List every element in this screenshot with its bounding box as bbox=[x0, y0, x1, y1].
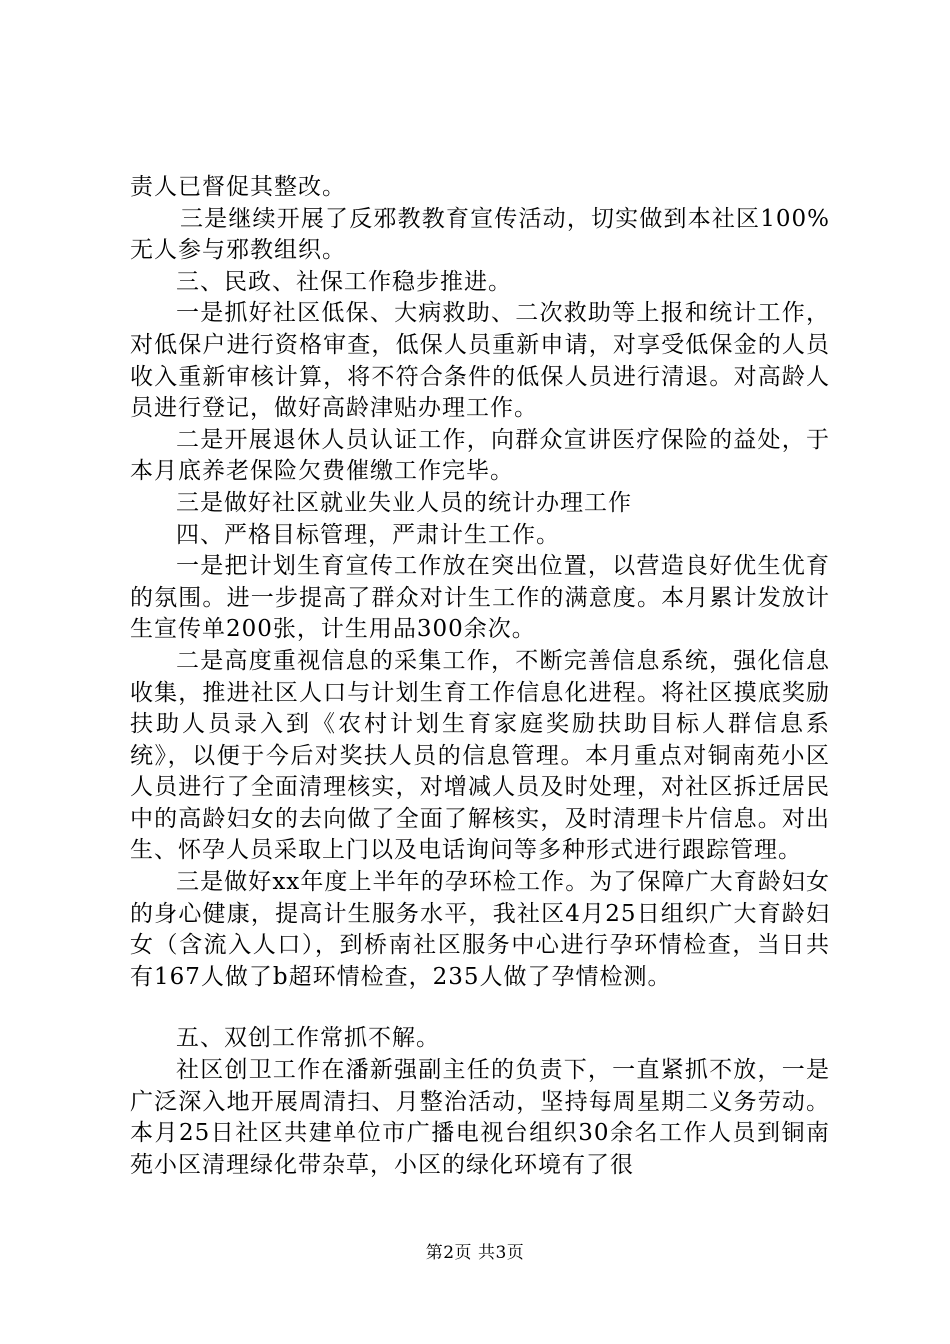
section-heading-double-creation: 五、双创工作常抓不解。 bbox=[176, 1025, 440, 1052]
page-footer: 第2页 共3页 bbox=[425, 1243, 525, 1263]
document-body bbox=[130, 172, 830, 1181]
paragraph-continuation: 责人已督促其整改。 bbox=[130, 174, 346, 200]
paragraph-sanitation: 社区创卫工作在潘新强副主任的负责下，一直紧抓不放，一是广泛深入地开展周清扫、月整治活动，坚持每周星期二义务劳动。本月25日社区共建单位市广播电视台组织30余名工作人员到铜南苑小区清理绿化带杂草，小区的绿化环境有了很 bbox=[130, 1057, 830, 1178]
paragraph-information-collection: 二是高度重视信息的采集工作，不断完善信息系统，强化信息收集，推进社区人口与计划生育工作信息化进程。将社区摸底奖励扶助人员录入到《农村计划生育家庭奖励扶助目标人群信息系统》，以便于今后对奖扶人员的信息管理。本月重点对铜南苑小区人员进行了全面清理核实，对增减人员及时处理，对社区拆迁居民中的高龄妇女的去向做了全面了解核实，及时清理卡片信息。对出生、怀孕人员采取上门以及电话询问等多种形式进行跟踪管理。 bbox=[130, 647, 830, 864]
section-heading-civil-affairs: 三、民政、社保工作稳步推进。 bbox=[176, 268, 512, 295]
paragraph-publicity: 一是把计划生育宣传工作放在突出位置，以营造良好优生优育的氛围。进一步提高了群众对计生工作的满意度。本月累计发放计生宣传单200张，计生用品300余次。 bbox=[130, 553, 830, 643]
paragraph-employment-stats: 三是做好社区就业失业人员的统计办理工作 bbox=[176, 489, 632, 516]
section-heading-family-planning: 四、严格目标管理，严肃计生工作。 bbox=[176, 521, 560, 548]
paragraph-anti-cult: 三是继续开展了反邪教教育宣传活动，切实做到本社区100%无人参与邪教组织。 bbox=[130, 205, 830, 264]
paragraph-retiree-certification: 二是开展退休人员认证工作，向群众宣讲医疗保险的益处，于本月底养老保险欠费催缴工作完毕。 bbox=[130, 426, 830, 485]
paragraph-low-income: 一是抓好社区低保、大病救助、二次救助等上报和统计工作，对低保户进行资格审查，低保人员重新申请，对享受低保金的人员收入重新审核计算，将不符合条件的低保人员进行清退。对高龄人员进行登记，做好高龄津贴办理工作。 bbox=[130, 300, 830, 422]
paragraph-health-check: 三是做好xx年度上半年的孕环检工作。为了保障广大育龄妇女的身心健康，提高计生服务水平，我社区4月25日组织广大育龄妇女（含流入人口），到桥南社区服务中心进行孕环情检查，当日共有167人做了b超环情检查，235人做了孕情检测。 bbox=[130, 869, 830, 990]
